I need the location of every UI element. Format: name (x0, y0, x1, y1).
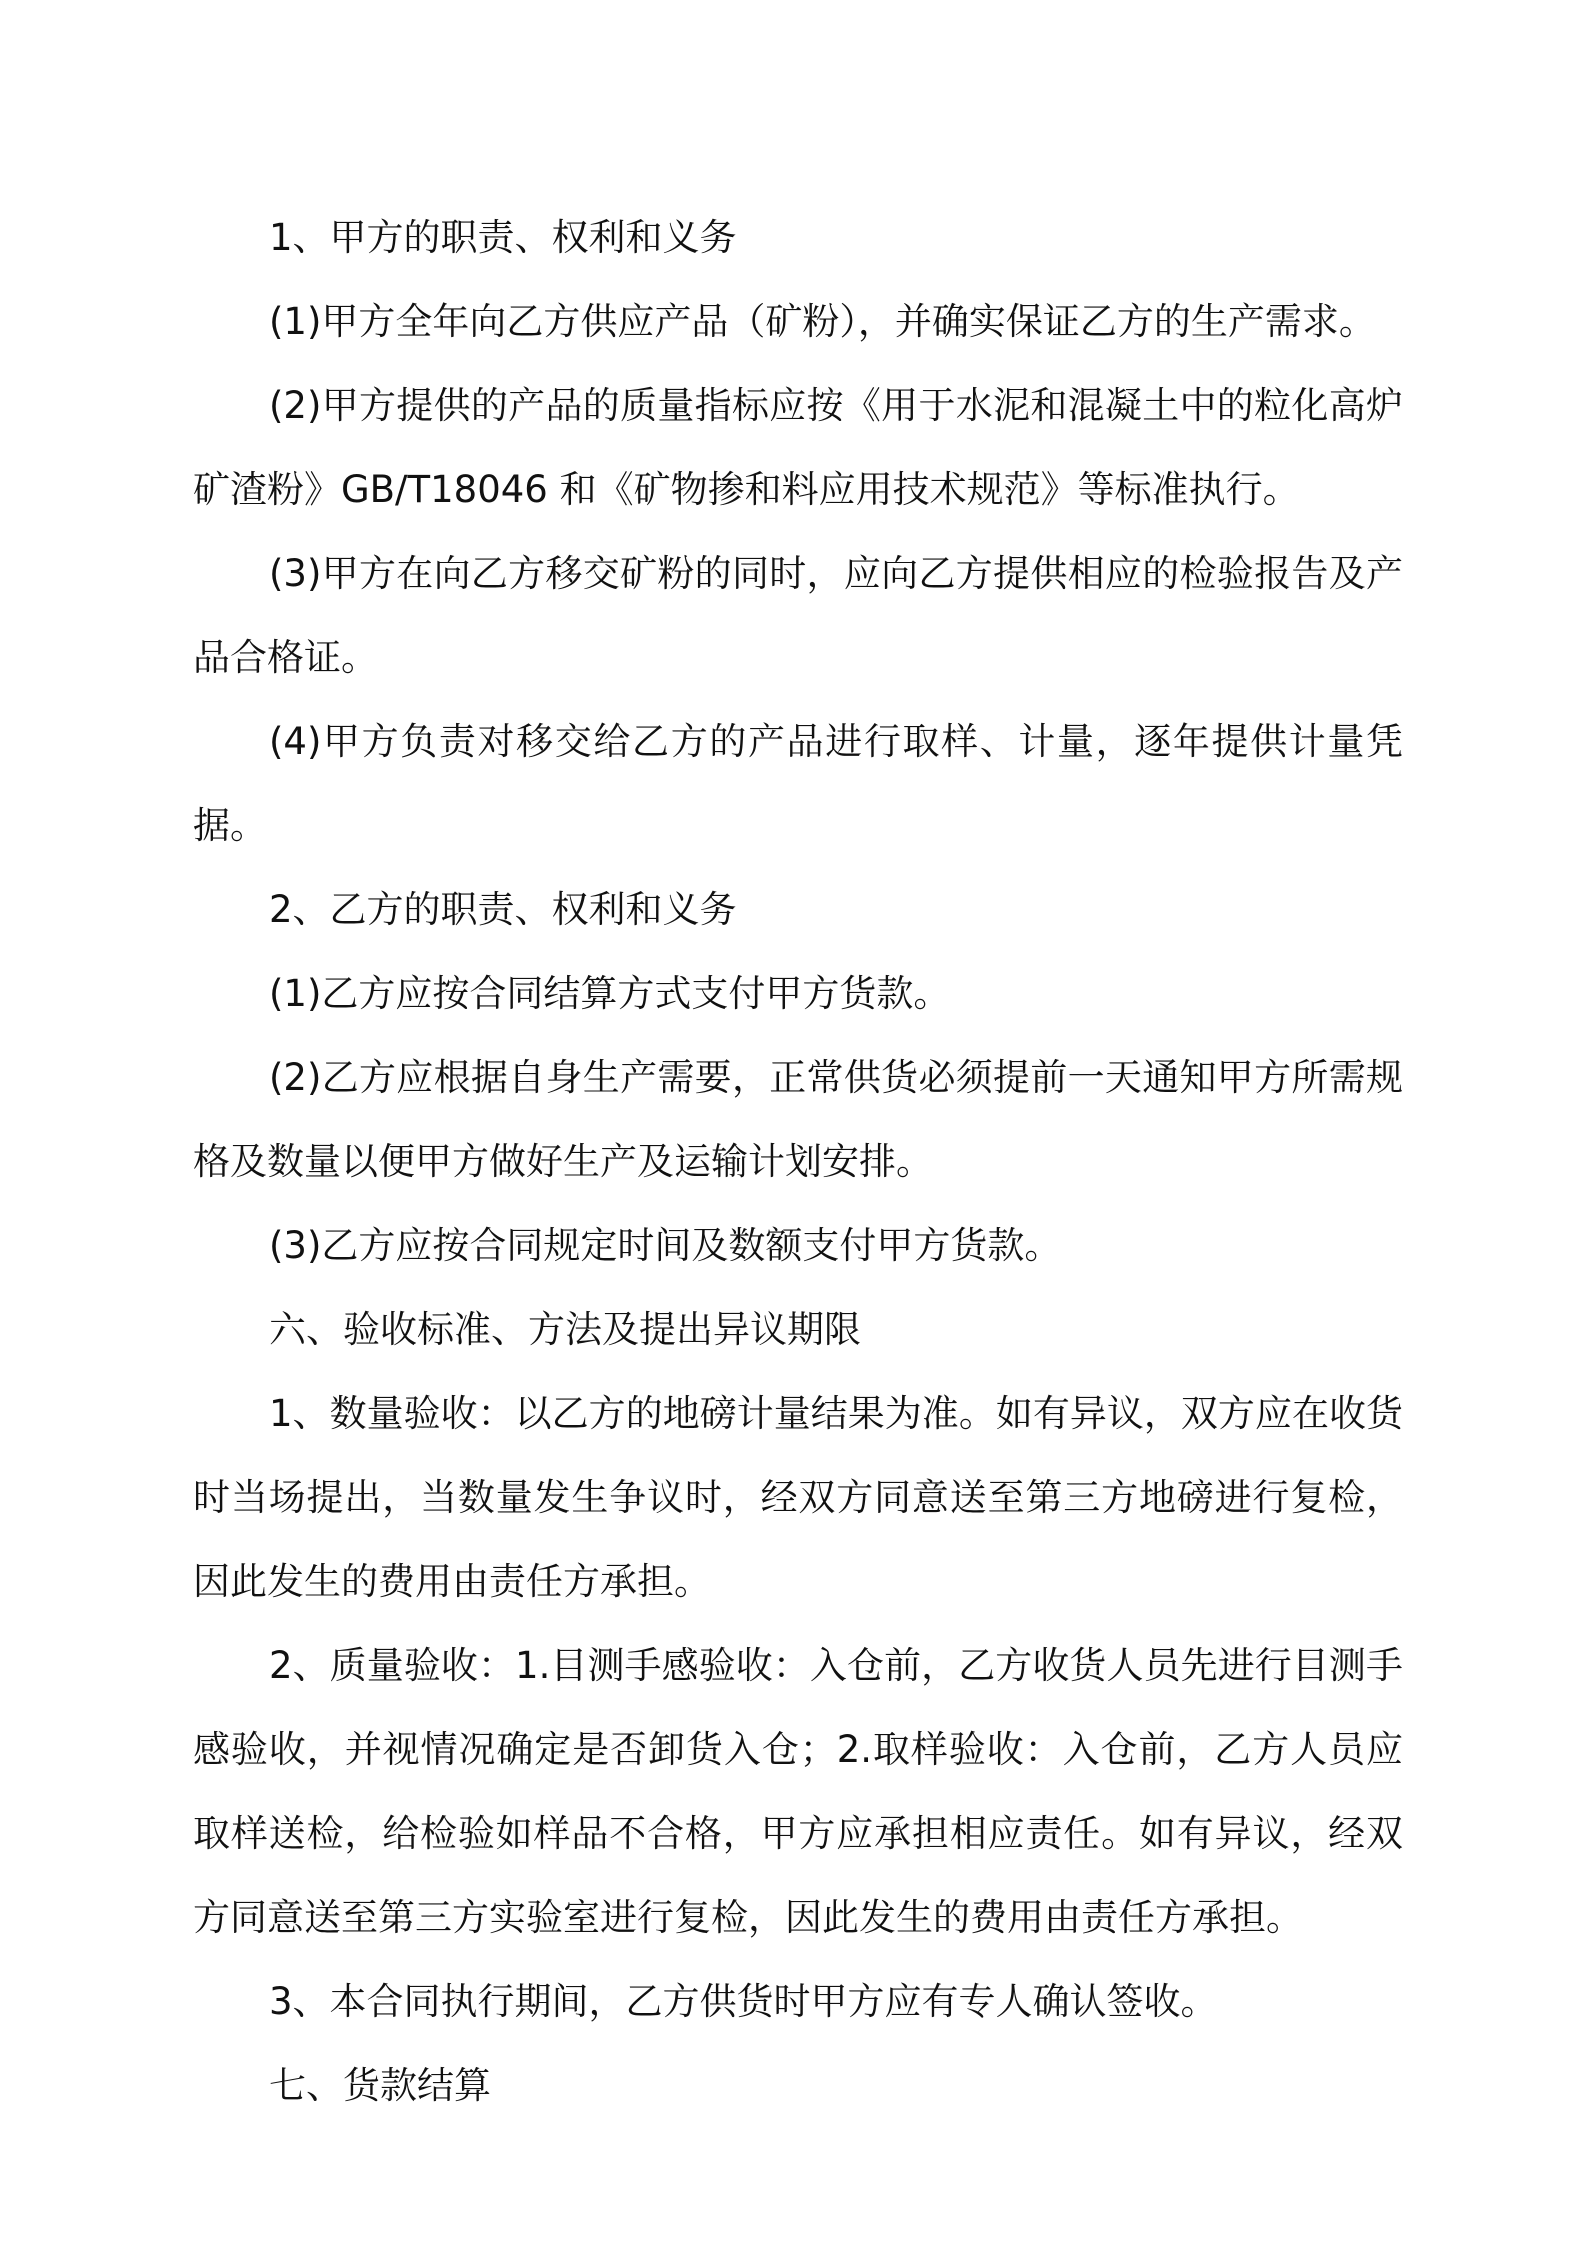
paragraph-party-a-item-4: (4)甲方负责对移交给乙方的产品进行取样、计量，逐年提供计量凭据。 (193, 720, 1403, 847)
section-heading-party-a-duties: 1、甲方的职责、权利和义务 (269, 216, 737, 259)
paragraph-party-b-item-3: (3)乙方应按合同规定时间及数额支付甲方货款。 (269, 1224, 1062, 1267)
document-body (193, 196, 1403, 2128)
paragraph-party-a-item-1: (1)甲方全年向乙方供应产品（矿粉），并确实保证乙方的生产需求。 (269, 300, 1376, 343)
section-heading-payment-settlement: 七、货款结算 (269, 2064, 491, 2107)
paragraph-quantity-acceptance: 1、数量验收：以乙方的地磅计量结果为准。如有异议，双方应在收货时当场提出，当数量发生争议时，经双方同意送至第三方地磅进行复检，因此发生的费用由责任方承担。 (193, 1392, 1403, 1603)
paragraph-party-a-item-3: (3)甲方在向乙方移交矿粉的同时，应向乙方提供相应的检验报告及产品合格证。 (193, 552, 1403, 679)
section-heading-acceptance: 六、验收标准、方法及提出异议期限 (269, 1308, 861, 1351)
paragraph-party-b-item-2: (2)乙方应根据自身生产需要，正常供货必须提前一天通知甲方所需规格及数量以便甲方做好生产及运输计划安排。 (193, 1056, 1403, 1183)
paragraph-party-a-item-2: (2)甲方提供的产品的质量指标应按《用于水泥和混凝土中的粒化高炉矿渣粉》GB/T18046 和《矿物掺和料应用技术规范》等标准执行。 (193, 384, 1403, 511)
paragraph-delivery-signoff: 3、本合同执行期间，乙方供货时甲方应有专人确认签收。 (269, 1980, 1218, 2023)
section-heading-party-b-duties: 2、乙方的职责、权利和义务 (269, 888, 737, 931)
paragraph-party-b-item-1: (1)乙方应按合同结算方式支付甲方货款。 (269, 972, 951, 1015)
paragraph-quality-acceptance: 2、质量验收：1.目测手感验收：入仓前，乙方收货人员先进行目测手感验收，并视情况确定是否卸货入仓；2.取样验收：入仓前，乙方人员应取样送检，给检验如样品不合格，甲方应承担相应责任。如有异议，经双方同意送至第三方实验室进行复检，因此发生的费用由责任方承担。 (193, 1644, 1403, 1939)
